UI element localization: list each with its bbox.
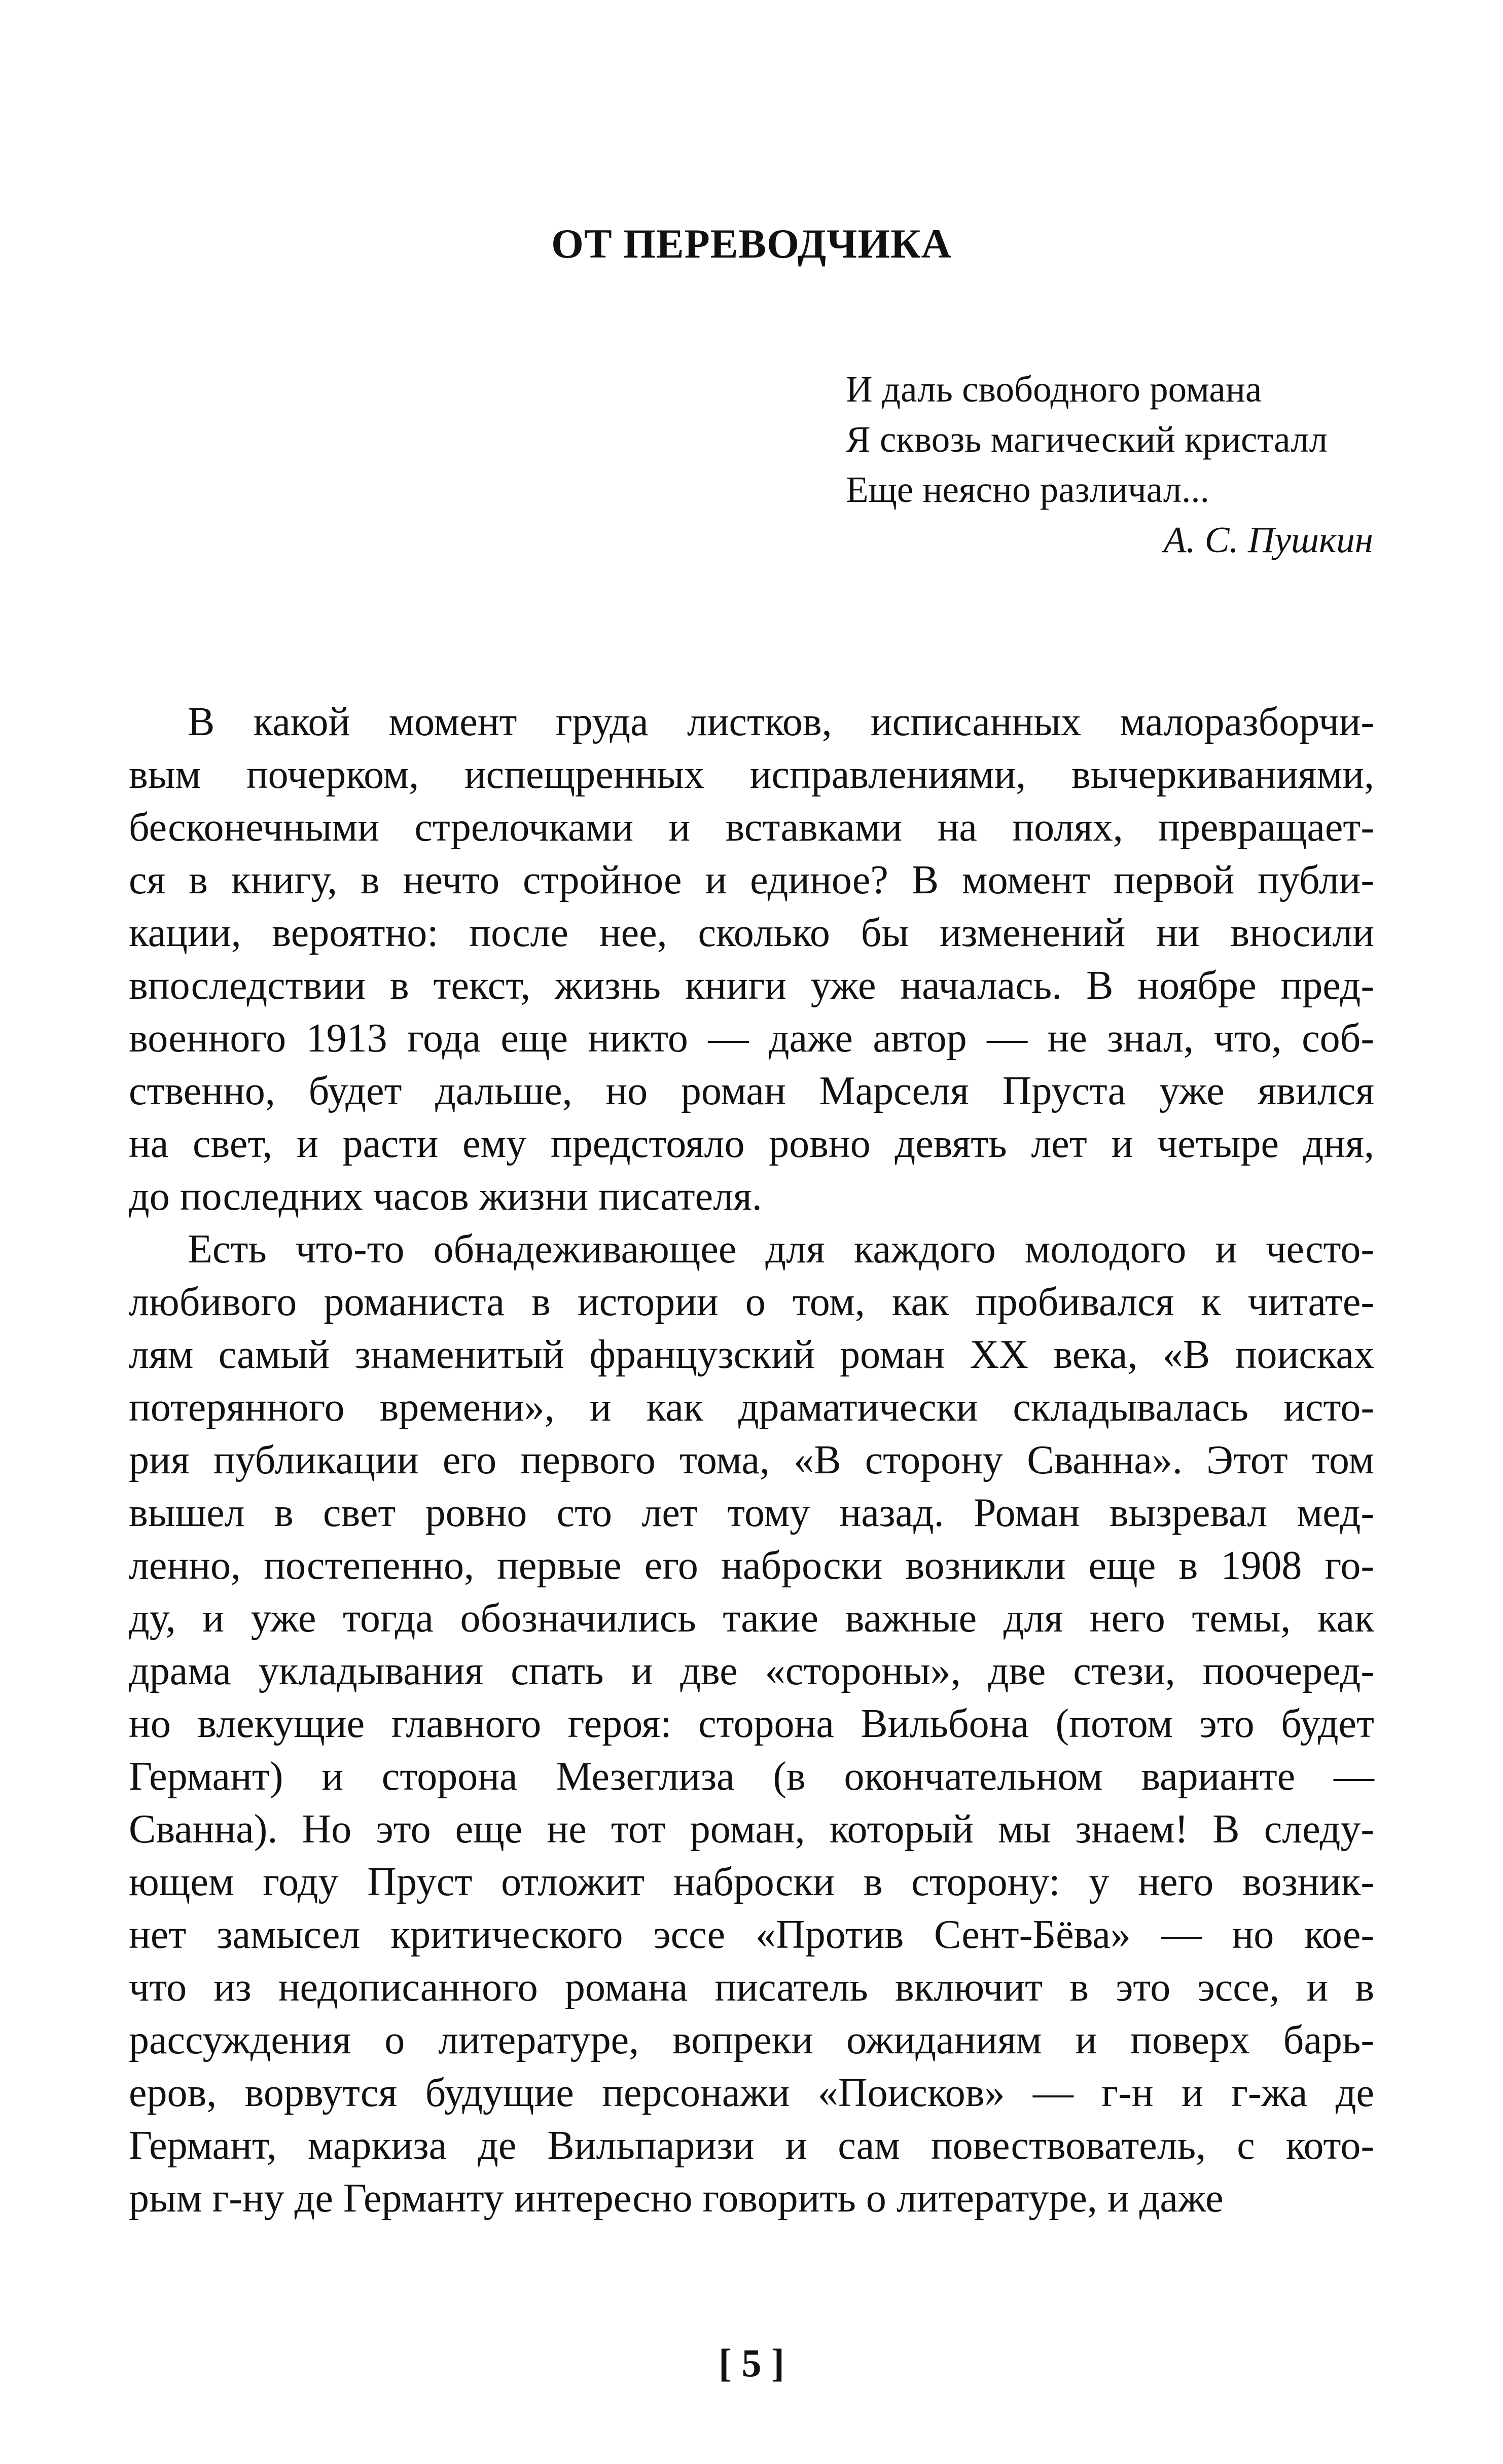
epigraph-author: А. С. Пушкин — [1163, 519, 1373, 560]
text-line: В какой момент груда листков, исписанных малоразборчи- — [188, 700, 1374, 744]
text-line: рия публикации его первого тома, «В сторону Сванна». Этот том — [129, 1438, 1374, 1482]
text-line: бесконечными стрелочками и вставками на полях, превращает- — [129, 805, 1374, 850]
text-line: ся в книгу, в нечто стройное и единое? В момент первой публи- — [129, 858, 1374, 902]
paragraph — [129, 696, 1374, 1223]
text-line: потерянного времени», и как драматически складывалась исто- — [129, 1385, 1374, 1430]
epigraph — [846, 364, 1373, 565]
text-line: рым г-ну де Германту интересно говорить о литературе, и даже — [129, 2176, 1224, 2221]
text-line: нет замысел критического эссе «Против Сент-Бёва» — но кое- — [129, 1912, 1374, 1957]
text-line: вышел в свет ровно сто лет тому назад. Роман вызревал мед- — [129, 1491, 1374, 1535]
epigraph-line: И даль свободного романа — [846, 369, 1262, 410]
text-line: еров, ворвутся будущие персонажи «Поисков» — г-н и г-жа де — [129, 2071, 1374, 2115]
text-line: Есть что-то обнадеживающее для каждого молодого и често- — [188, 1227, 1374, 1272]
text-line: впоследствии в текст, жизнь книги уже началась. В ноябре пред- — [129, 963, 1374, 1008]
text-line: ственно, будет дальше, но роман Марселя Пруста уже явился — [129, 1069, 1374, 1113]
body-text — [129, 696, 1374, 2225]
text-line: ющем году Пруст отложит наброски в сторону: у него возник- — [129, 1860, 1374, 1904]
text-line: кации, вероятно: после нее, сколько бы изменений ни вносили — [129, 911, 1374, 955]
text-line: Сванна). Но это еще не тот роман, который мы знаем! В следу- — [129, 1807, 1374, 1852]
paragraph — [129, 1223, 1374, 2225]
text-line: на свет, и расти ему предстояло ровно девять лет и четыре дня, — [129, 1121, 1374, 1166]
text-line: до последних часов жизни писателя. — [129, 1174, 762, 1219]
page-number: [ 5 ] — [719, 2341, 784, 2385]
text-line: лям самый знаменитый французский роман XX века, «В поисках — [129, 1332, 1374, 1377]
text-line: военного 1913 года еще никто — даже автор — не знал, что, соб- — [129, 1016, 1374, 1061]
text-line: ленно, постепенно, первые его наброски возникли еще в 1908 го- — [129, 1543, 1374, 1588]
text-line: рассуждения о литературе, вопреки ожиданиям и поверх барь- — [129, 2018, 1374, 2062]
text-line: Германт) и сторона Мезеглиза (в окончательном варианте — — [129, 1754, 1374, 1799]
epigraph-line: Еще неясно различал... — [846, 469, 1209, 510]
text-line: что из недописанного романа писатель включит в это эссе, и в — [129, 1965, 1374, 2010]
text-line: драма укладывания спать и две «стороны», две стези, поочеред- — [129, 1649, 1374, 1693]
text-line: ду, и уже тогда обозначились такие важные для него темы, как — [129, 1596, 1374, 1641]
text-line: любивого романиста в истории о том, как пробивался к читате- — [129, 1280, 1374, 1324]
text-line: вым почерком, испещренных исправлениями, вычеркиваниями, — [129, 752, 1374, 797]
text-line: Германт, маркиза де Вильпаризи и сам повествователь, с кото- — [129, 2123, 1374, 2168]
epigraph-line: Я сквозь магический кристалл — [846, 419, 1328, 460]
chapter-title: ОТ ПЕРЕВОДЧИКА — [551, 221, 952, 267]
text-line: но влекущие главного героя: сторона Вильбона (потом это будет — [129, 1701, 1374, 1746]
